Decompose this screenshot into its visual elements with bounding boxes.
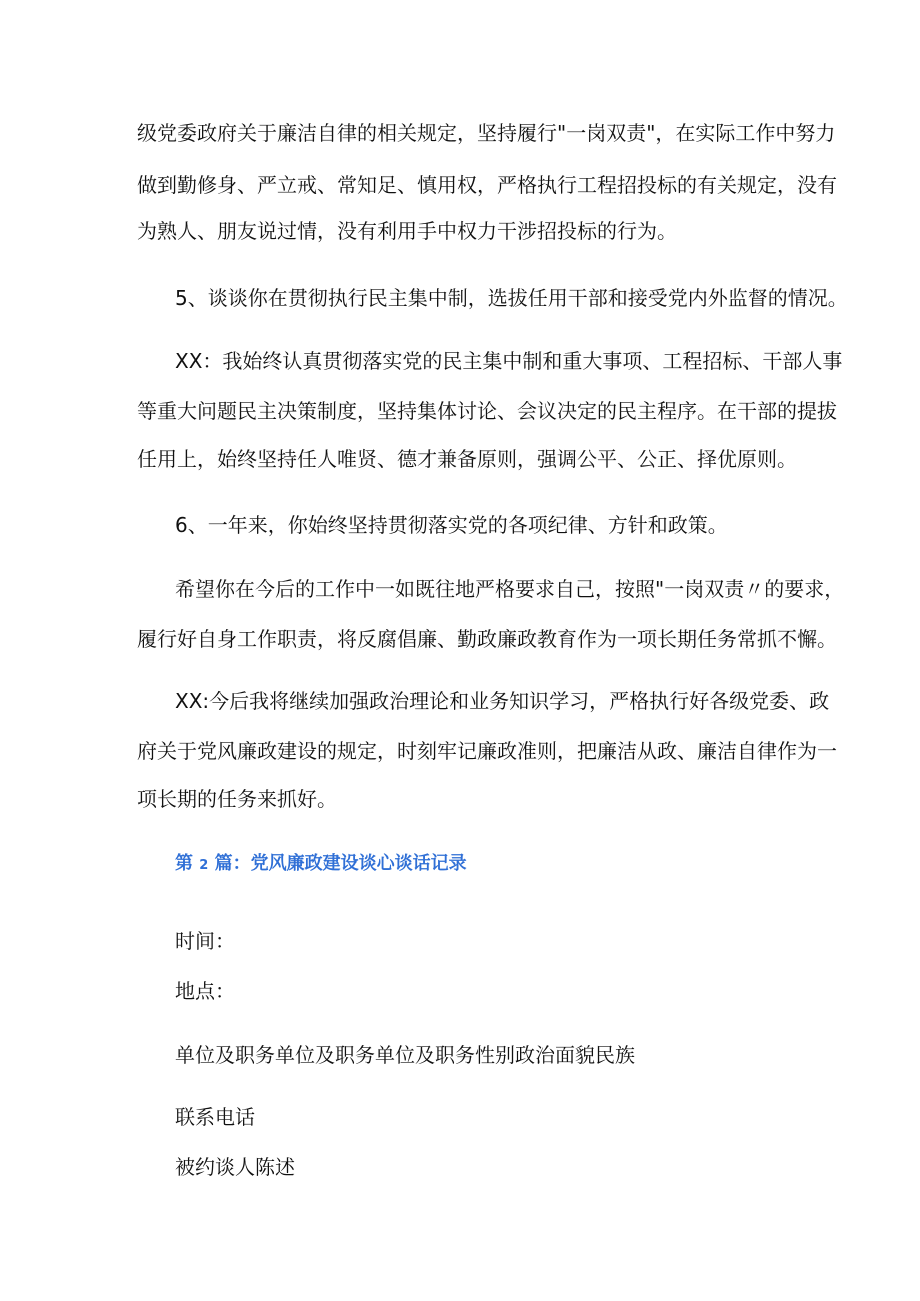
statement-label: 被约谈人陈述 bbox=[175, 1155, 295, 1179]
paragraph-line: 为熟人、朋友说过情，没有利用手中权力干涉招投标的行为。 bbox=[137, 219, 677, 243]
answer-5-line: 等重大问题民主决策制度，坚持集体讨论、会议决定的民主程序。在干部的提拔 bbox=[137, 399, 837, 423]
question-5: 5、谈谈你在贯彻执行民主集中制，选拔任用干部和接受党内外监督的情况。 bbox=[175, 286, 848, 310]
section-heading bbox=[175, 852, 467, 878]
heading-prefix: 第 bbox=[175, 853, 193, 874]
hope-paragraph-line: 希望你在今后的工作中一如既往地严格要求自己，按照"一岗双责〃的要求， bbox=[175, 577, 845, 601]
paragraph-line: 级党委政府关于廉洁自律的相关规定，坚持履行"一岗双责"，在实际工作中努力 bbox=[137, 121, 836, 145]
answer-5-line: 任用上，始终坚持任人唯贤、德才兼备原则，强调公平、公正、择优原则。 bbox=[137, 447, 797, 471]
hope-paragraph-line: 履行好自身工作职责，将反腐倡廉、勤政廉政教育作为一项长期任务常抓不懈。 bbox=[137, 627, 837, 651]
answer-5-line: XX：我始终认真贯彻落实党的民主集中制和重大事项、工程招标、干部人事 bbox=[175, 349, 843, 373]
answer-6-line: 项长期的任务来抓好。 bbox=[137, 787, 337, 811]
question-6: 6、一年来，你始终坚持贯彻落实党的各项纪律、方针和政策。 bbox=[175, 513, 728, 537]
heading-number: 2 bbox=[199, 858, 209, 873]
paragraph-line: 做到勤修身、严立戒、常知足、慎用权，严格执行工程招投标的有关规定，没有 bbox=[137, 173, 837, 197]
time-label: 时间： bbox=[175, 929, 235, 953]
heading-title: 篇：党风廉政建设谈心谈话记录 bbox=[214, 853, 467, 874]
unit-row: 单位及职务单位及职务单位及职务性别政治面貌民族 bbox=[175, 1043, 635, 1067]
answer-6-line: 府关于党风廉政建设的规定，时刻牢记廉政准则，把廉洁从政、廉洁自律作为一 bbox=[137, 739, 837, 763]
place-label: 地点： bbox=[175, 979, 235, 1003]
phone-label: 联系电话 bbox=[175, 1105, 255, 1129]
answer-6-line: XX:今后我将继续加强政治理论和业务知识学习，严格执行好各级党委、政 bbox=[175, 689, 830, 713]
